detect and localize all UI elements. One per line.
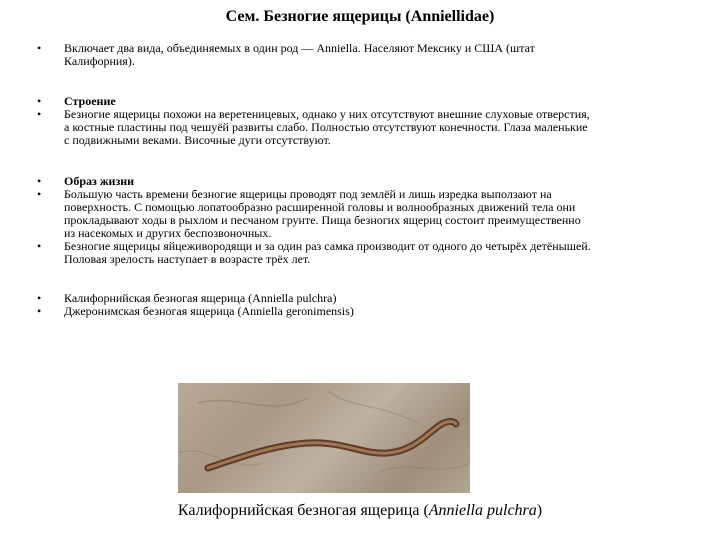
bullet: • (37, 174, 42, 188)
lizard-photo (178, 383, 470, 493)
list-item (0, 305, 720, 318)
text-line: Калифорния). (64, 54, 135, 68)
text-line: Большую часть времени безногие ящерицы проводят под землёй и лишь изредка выползают на (64, 187, 552, 201)
bullet: • (37, 41, 42, 55)
text-line: поверхность. С помощью лопатообразно расширенной головы и волнообразных движений тела они (64, 200, 576, 214)
text-line: из насекомых и других беспозвоночных. (64, 226, 272, 240)
caption-prefix: Калифорнийская безногая ящерица ( (177, 502, 429, 519)
caption-species: Anniella pulchra (428, 502, 537, 519)
lizard-photo-drawing (178, 383, 470, 493)
bullet: • (37, 304, 42, 318)
lifestyle-section (0, 175, 720, 266)
text-line: Безногие ящерицы похожи на веретеницевых, однако у них отсутствуют внешние слуховые отверстия, (64, 107, 590, 121)
page-title: Сем. Безногие ящерицы (Anniellidae) (225, 8, 495, 25)
bullet: • (37, 291, 42, 305)
section-heading-lifestyle: Образ жизни (64, 174, 135, 188)
photo-caption (0, 502, 720, 520)
species-count-section (0, 42, 720, 68)
species-item-geronimensis: Джеронимская безногая ящерица (Anniella geronimensis) (64, 304, 354, 318)
species-item-pulchra: Калифорнийская безногая ящерица (Anniella pulchra) (64, 291, 337, 305)
bullet: • (37, 187, 42, 201)
text-line: Половая зрелость наступает в возрасте трёх лет. (64, 252, 311, 266)
caption-suffix: ) (536, 502, 543, 519)
bullet: • (37, 239, 42, 253)
list-item-continuation (0, 134, 720, 147)
bullet: • (37, 94, 42, 108)
species-list-section (0, 292, 720, 318)
structure-section (0, 95, 720, 147)
bullet: • (37, 107, 42, 121)
text-line: а костные пластины под чешуёй развиты слабо. Полностью отсутствуют конечности. Глаза маленькие (64, 120, 588, 134)
text-line: Безногие ящерицы яйцеживородящи и за один раз самка производит от одного до четырёх детёнышей. (64, 239, 591, 253)
section-heading-structure: Строение (64, 94, 116, 108)
list-item-continuation (0, 253, 720, 266)
list-item-continuation (0, 55, 720, 68)
text-line: с подвижными веками. Височные дуги отсутствуют. (64, 133, 331, 147)
text-line: Включает два вида, объединяемых в один род — Anniella. Населяют Мексику и США (штат (64, 41, 535, 55)
text-line: прокладывают ходы в рыхлом и песчаном грунте. Пища безногих ящериц состоит преимущественно (64, 213, 581, 227)
